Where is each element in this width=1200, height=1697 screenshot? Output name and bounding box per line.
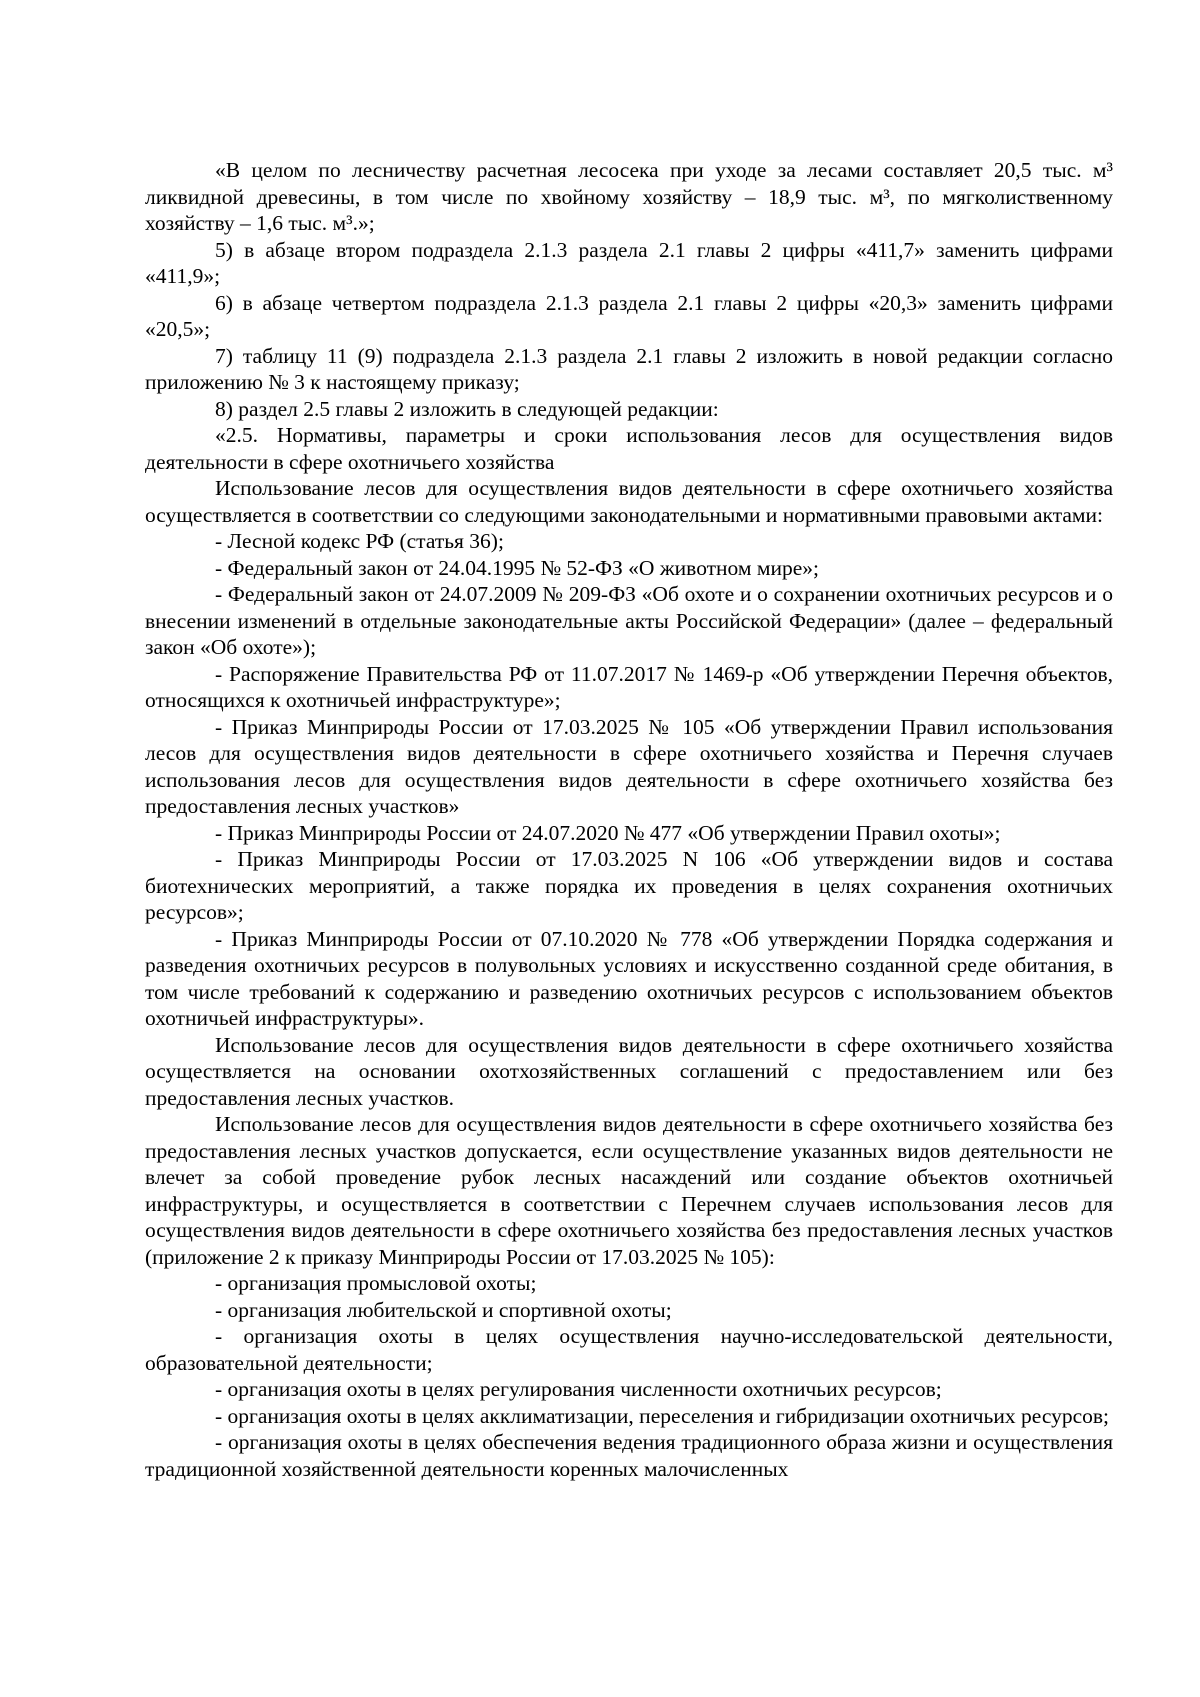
list-item-law-209: - Федеральный закон от 24.07.2009 № 209-ФЗ «Об охоте и о сохранении охотничьих ресурсов и о внесении изменений в отдельные законодательные акты Российской Федерации» (далее – федеральный закон «Об охоте»); (145, 582, 1113, 659)
list-item-amateur-hunting: - организация любительской и спортивной охоты; (215, 1297, 672, 1322)
list-item-traditional-hunting: - организация охоты в целях обеспечения ведения традиционного образа жизни и осуществления традиционной хозяйственной деятельности коренных малочисленных (145, 1430, 1113, 1481)
list-item-order-477: - Приказ Минприроды России от 24.07.2020 № 477 «Об утверждении Правил охоты»; (215, 820, 1001, 845)
list-item-order-105: - Приказ Минприроды России от 17.03.2025 № 105 «Об утверждении Правил использования лесов для осуществления видов деятельности в сфере охотничьего хозяйства и Перечня случаев использования лесов для осуществления видов деятельности в сфере охотничьего хозяйства без предоставления лесных участков» (145, 714, 1113, 818)
paragraph-clearing-volume: «В целом по лесничеству расчетная лесосека при уходе за лесами составляет 20,5 тыс. м³ ликвидной древесины, в том числе по хвойному хозяйству – 18,9 тыс. м³, по мягколиственному хозяйству – 1,6 тыс. м³.»; (145, 158, 1113, 235)
paragraph-item-8: 8) раздел 2.5 главы 2 изложить в следующей редакции: (215, 396, 719, 421)
list-item-forest-code: - Лесной кодекс РФ (статья 36); (215, 529, 504, 553)
list-item-research-hunting: - организация охоты в целях осуществления научно-исследовательской деятельности, образовательной деятельности; (145, 1324, 1113, 1375)
list-item-acclimatization-hunting: - организация охоты в целях акклиматизации, переселения и гибридизации охотничьих ресурсов; (215, 1403, 1110, 1428)
list-item-law-52: - Федеральный закон от 24.04.1995 № 52-ФЗ «О животном мире»; (215, 555, 820, 580)
list-item-commercial-hunting: - организация промысловой охоты; (215, 1271, 537, 1295)
paragraph-agreements: Использование лесов для осуществления видов деятельности в сфере охотничьего хозяйства осуществляется на основании охотхозяйственных соглашений с предоставлением или без предоставления лесных участков. (145, 1032, 1113, 1110)
list-item-order-106: - Приказ Минприроды России от 17.03.2025 N 106 «Об утверждении видов и состава биотехнических мероприятий, а также порядка их проведения в целях сохранения охотничьих ресурсов»; (145, 847, 1113, 924)
list-item-order-778: - Приказ Минприроды России от 07.10.2020 № 778 «Об утверждении Порядка содержания и разведения охотничьих ресурсов в полувольных условиях и искусственно созданной среде обитания, в том числе требований к содержанию и разведению охотничьих ресурсов с использованием объектов охотничьей инфраструктуры». (145, 926, 1113, 1030)
paragraph-item-7: 7) таблицу 11 (9) подраздела 2.1.3 раздела 2.1 главы 2 изложить в новой редакции согласно приложению № 3 к настоящему приказу; (145, 343, 1113, 394)
list-item-order-1469: - Распоряжение Правительства РФ от 11.07.2017 № 1469-р «Об утверждении Перечня объектов, относящихся к охотничьей инфраструктуре»; (145, 661, 1113, 712)
list-item-regulation-hunting: - организация охоты в целях регулирования численности охотничьих ресурсов; (215, 1377, 942, 1401)
paragraph-without-plots: Использование лесов для осуществления видов деятельности в сфере охотничьего хозяйства без предоставления лесных участков допускается, если осуществление указанных видов деятельности не влечет за собой проведение рубок лесных насаждений или создание объектов охотничьей инфраструктуры, и осуществляется в соответствии с Перечнем случаев использования лесов для осуществления видов деятельности в сфере охотничьего хозяйства без предоставления лесных участков (приложение 2 к приказу Минприроды России от 17.03.2025 № 105): (145, 1112, 1113, 1269)
section-heading-2-5: «2.5. Нормативы, параметры и сроки использования лесов для осуществления видов деятельности в сфере охотничьего хозяйства (145, 423, 1113, 474)
paragraph-legal-basis: Использование лесов для осуществления видов деятельности в сфере охотничьего хозяйства осуществляется в соответствии со следующими законодательными и нормативными правовыми актами: (145, 476, 1113, 527)
paragraph-item-5: 5) в абзаце втором подраздела 2.1.3 раздела 2.1 главы 2 цифры «411,7» заменить цифрами «411,9»; (145, 237, 1113, 288)
paragraph-item-6: 6) в абзаце четвертом подраздела 2.1.3 раздела 2.1 главы 2 цифры «20,3» заменить цифрами «20,5»; (145, 290, 1113, 341)
document-page (145, 157, 1113, 1482)
